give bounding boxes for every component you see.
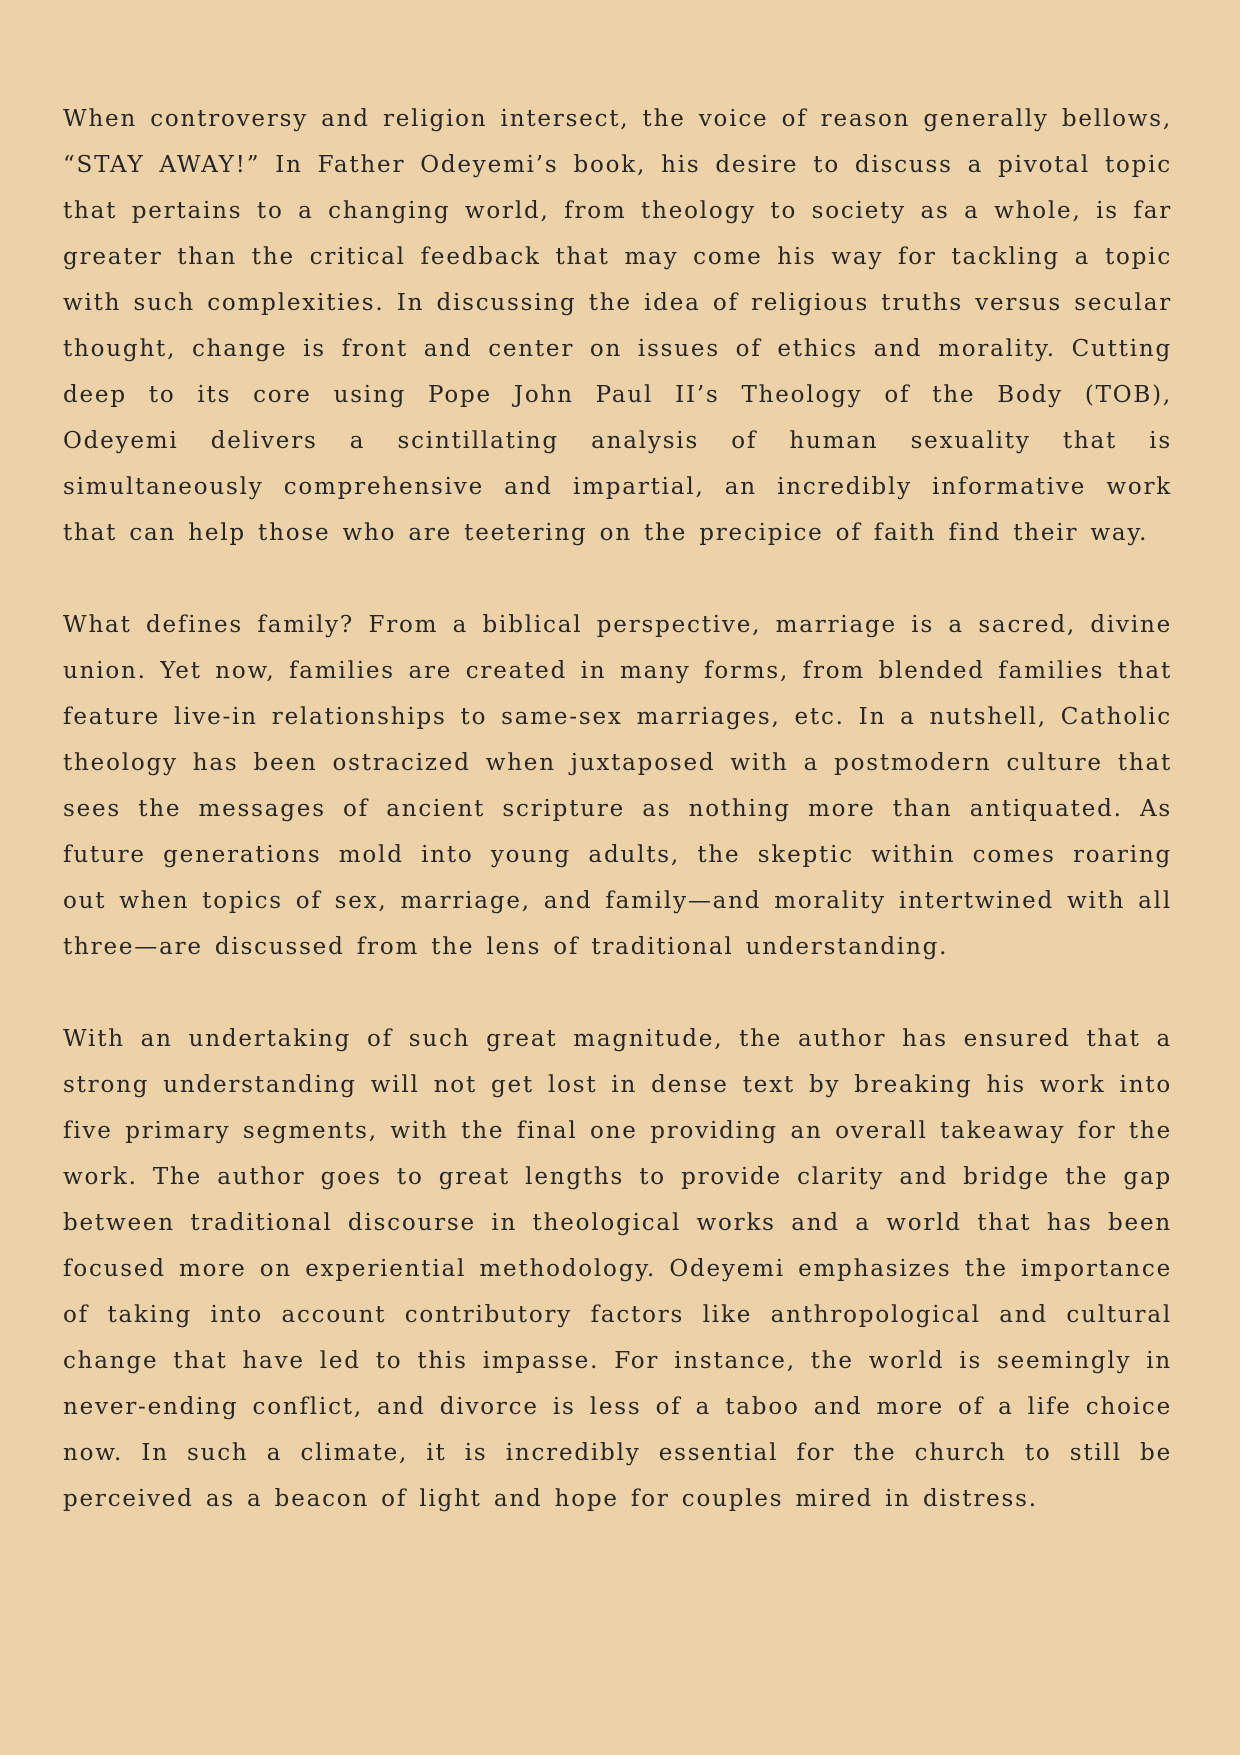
paragraph-review-intro: When controversy and religion intersect, the voice of reason generally bellows, “STAY AWAY!” In Father Odeyemi’s book, his desire to discuss a pivotal topic that pertains to a changing world, from theology to society as a whole, is far greater than the critical feedback that may come his way for tackling a topic with such complexities. In discussing the idea of religious truths versus secular thought, change is front and center on issues of ethics and morality. Cutting deep to its core using Pope John Paul II’s Theology of the Body (TOB), Odeyemi delivers a scintillating analysis of human sexuality that is simultaneously comprehensive and impartial, an incredibly informative work that can help those who are teetering on the precipice of faith find their way. bbox=[63, 106, 1172, 546]
paragraph-book-structure: With an undertaking of such great magnitude, the author has ensured that a strong understanding will not get lost in dense text by breaking his work into five primary segments, with the final one providing an overall takeaway for the work. The author goes to great lengths to provide clarity and bridge the gap between traditional discourse in theological works and a world that has been focused more on experiential methodology. Odeyemi emphasizes the importance of taking into account contributory factors like anthropological and cultural change that have led to this impasse. For instance, the world is seemingly in never-ending conflict, and divorce is less of a taboo and more of a life choice now. In such a climate, it is incredibly essential for the church to still be perceived as a beacon of light and hope for couples mired in distress. bbox=[63, 1026, 1172, 1512]
paragraph-family-definition: What defines family? From a biblical perspective, marriage is a sacred, divine union. Yet now, families are created in many forms, from blended families that feature live-in relationships to same-sex marriages, etc. In a nutshell, Catholic theology has been ostracized when juxtaposed with a postmodern culture that sees the messages of ancient scripture as nothing more than antiquated. As future generations mold into young adults, the skeptic within comes roaring out when topics of sex, marriage, and family—and morality intertwined with all three—are discussed from the lens of traditional understanding. bbox=[63, 612, 1172, 960]
